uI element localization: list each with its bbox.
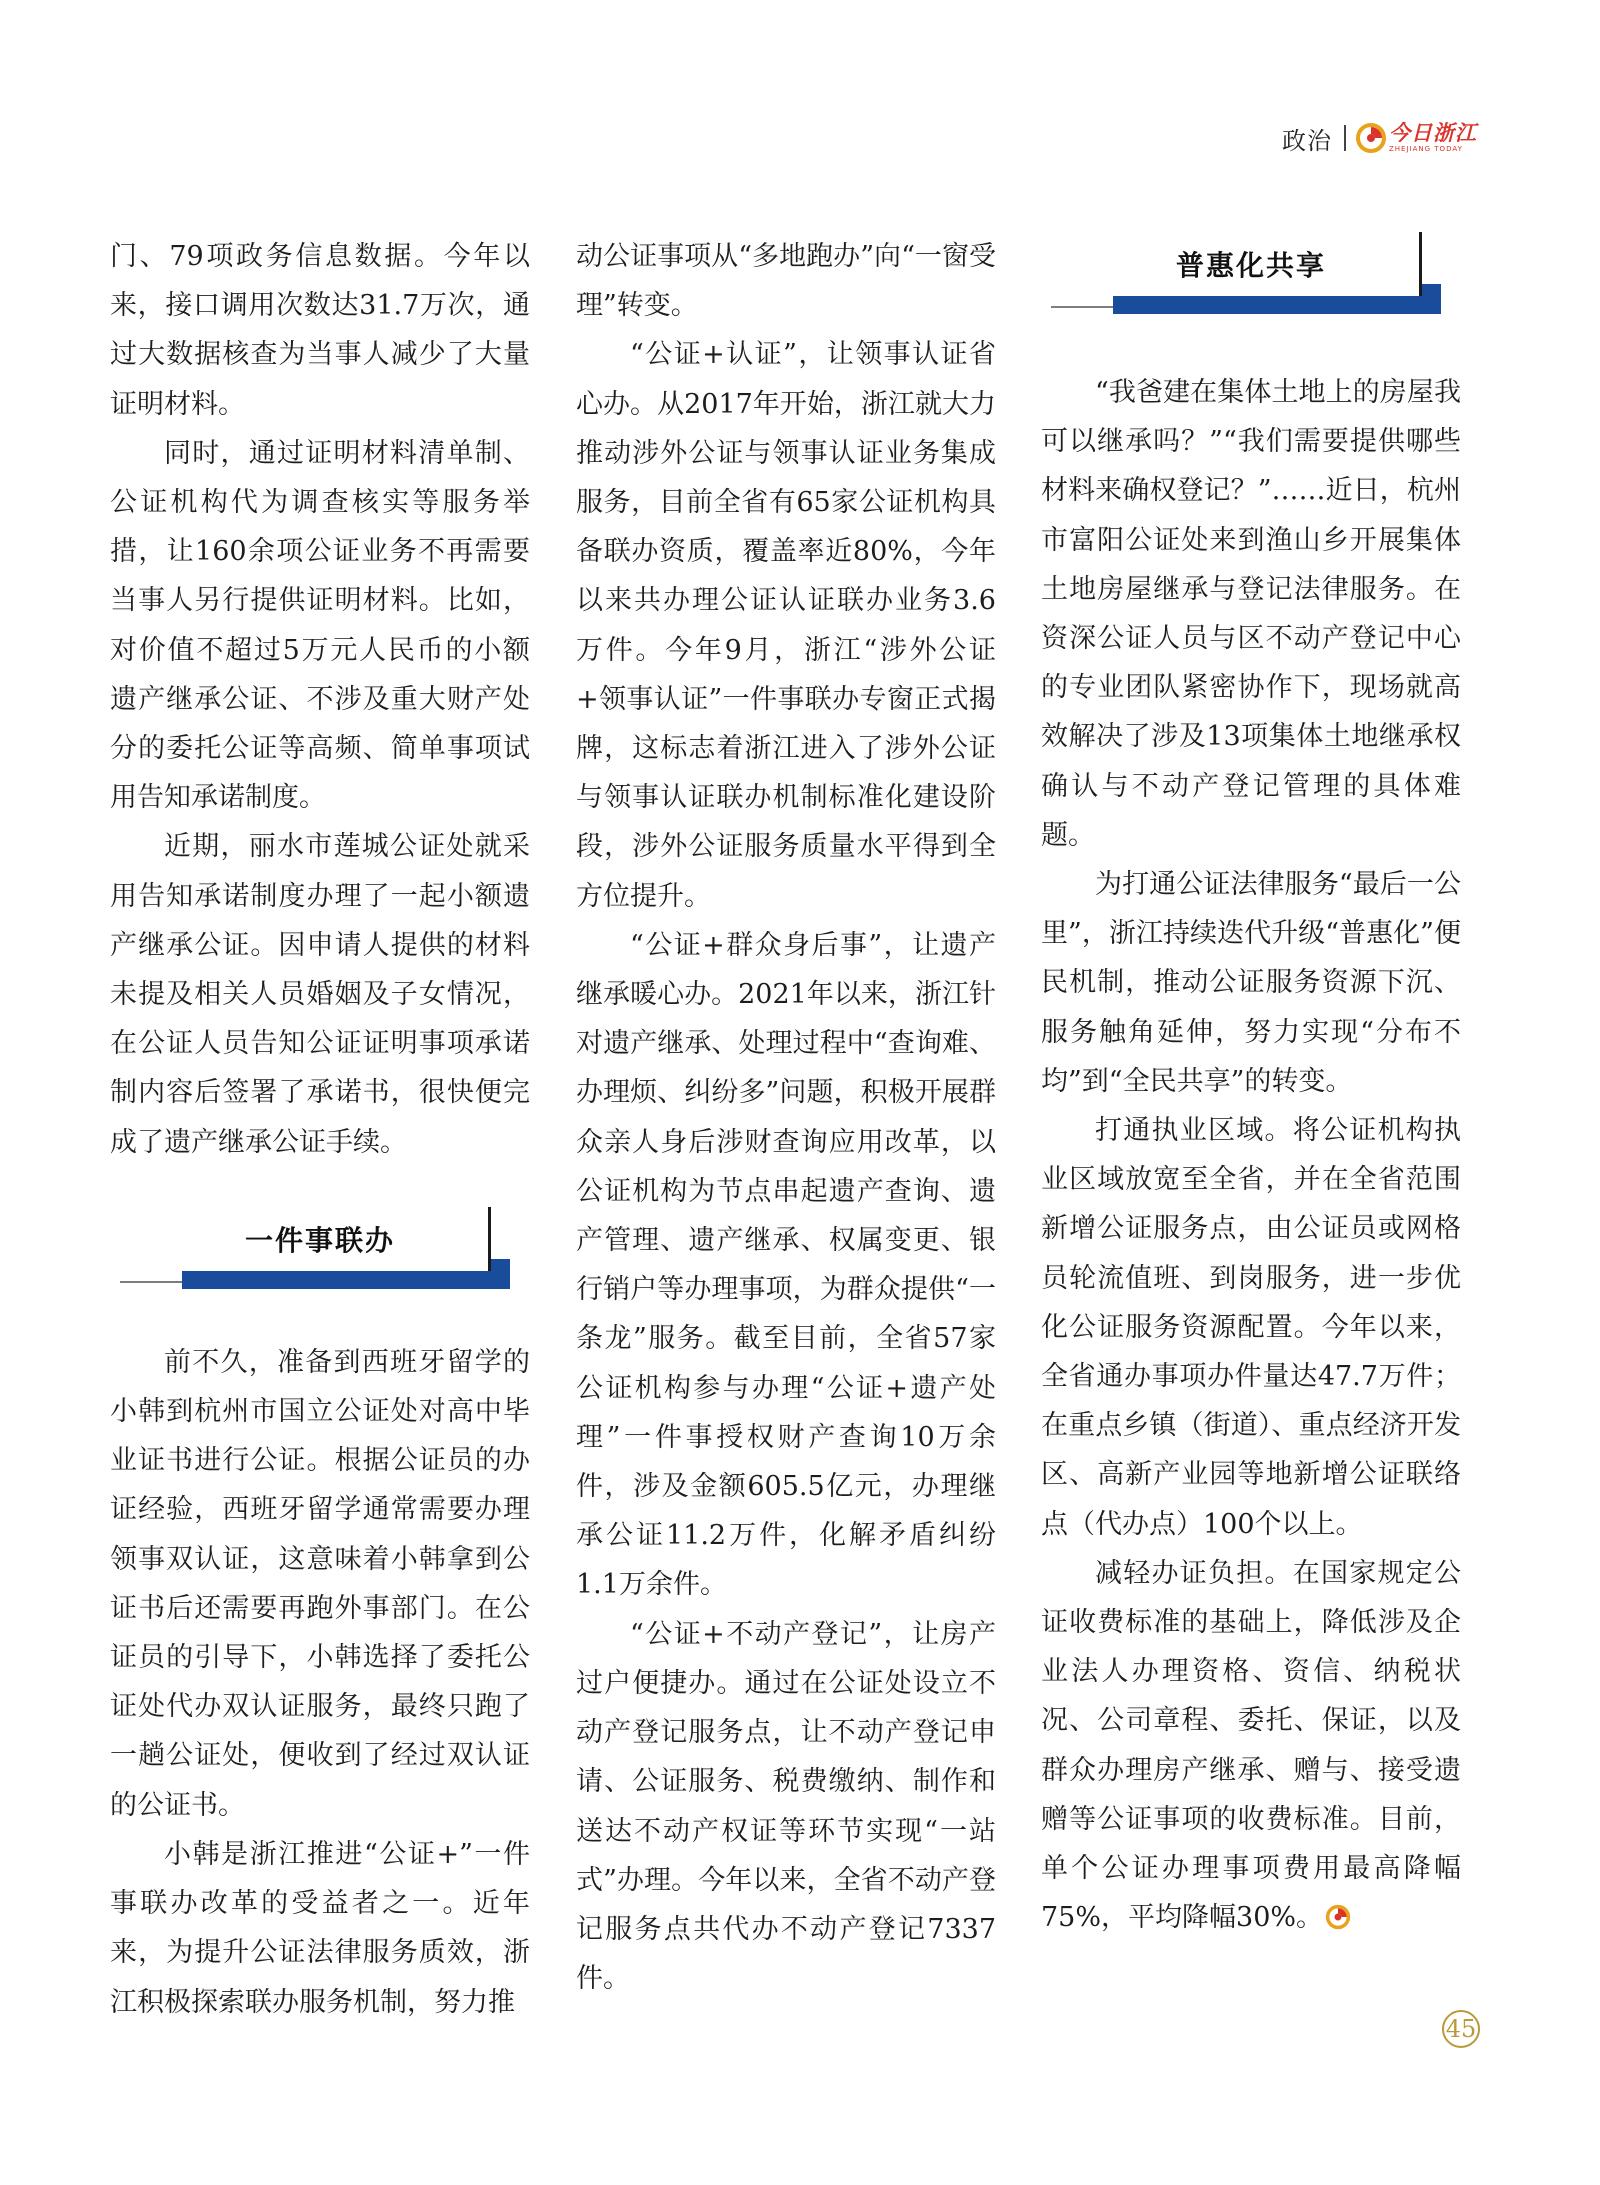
paragraph: “公证+不动产登记”，让房产过户便捷办。通过在公证处设立不动产登记服务点，让不动产登记申请、公证服务、税费缴纳、制作和送达不动产权证等环节实现“一站式”办理。今年以来，全省不动产登记服务点共代办不动产登记7337件。 [576, 1618, 996, 1995]
paragraph: 小韩是浙江推进“公证+”一件事联办改革的受益者之一。近年来，为提升公证法律服务质效，浙江积极探索联办服务机制，努力推 [110, 1838, 530, 2018]
magazine-logo [1356, 123, 1477, 153]
section-heading [1041, 232, 1461, 318]
logo-swirl-icon [1356, 123, 1386, 153]
page-number: 45 [1442, 2010, 1480, 2048]
paragraph: “公证+群众身后事”，让遗产继承暖心办。2021年以来，浙江针对遗产继承、处理过程中“查询难、办理烦、纠纷多”问题，积极开展群众亲人身后涉财查询应用改革，以公证机构为节点串起遗产查询、遗产管理、遗产继承、权属变更、银行销户等办理事项，为群众提供“一条龙”服务。截至目前，全省57家公证机构参与办理“公证+遗产处理”一件事授权财产查询10万余件，涉及金额605.5亿元，办理继承公证11.2万件，化解矛盾纠纷1.1万余件。 [576, 929, 996, 1601]
paragraph-text: 减轻办证负担。在国家规定公证收费标准的基础上，降低涉及企业法人办理资格、资信、纳税状况、公司章程、委托、保证，以及群众办理房产继承、赠与、接受遗赠等公证事项的收费标准。目前，单个公证办理事项费用最高降幅75%，平均降幅30%。 [1041, 1557, 1461, 1934]
column-3 [1041, 232, 1461, 1943]
logo-chinese-text: 今日浙江 [1389, 121, 1477, 145]
logo-english-text: ZHEJIANG TODAY [1389, 145, 1463, 153]
section-title: 普惠化共享 [1175, 249, 1326, 282]
paragraph: “我爸建在集体土地上的房屋我可以继承吗？”“我们需要提供哪些材料来确权登记？”……近日，杭州市富阳公证处来到渔山乡开展集体土地房屋继承与登记法律服务。在资深公证人员与区不动产登记中心的专业团队紧密协作下，现场就高效解决了涉及13项集体土地继承权确认与不动产登记管理的具体难题。 [1041, 377, 1461, 851]
paragraph: 动公证事项从“多地跑办”向“一窗受理”转变。 [576, 241, 996, 322]
paragraph: “公证+认证”，让领事认证省心办。从2017年开始，浙江就大力推动涉外公证与领事认证业务集成服务，目前全省有65家公证机构具备联办资质，覆盖率近80%，今年以来共办理公证认证联办业务3.6万件。今年9月，浙江“涉外公证+领事认证”一件事联办专窗正式揭牌，这标志着浙江进入了涉外公证与领事认证联办机制标准化建设阶段，涉外公证服务质量水平得到全方位提升。 [576, 339, 996, 912]
section-heading [110, 1207, 530, 1293]
header-divider [1344, 125, 1346, 151]
page-header [1282, 118, 1477, 158]
paragraph: 近期，丽水市莲城公证处就采用告知承诺制度办理了一起小额遗产继承公证。因申请人提供的材料未提及相关人员婚姻及子女情况，在公证人员告知公证证明事项承诺制内容后签署了承诺书，很快便完成了遗产继承公证手续。 [110, 831, 530, 1158]
heading-box [152, 1207, 491, 1271]
paragraph: 为打通公证法律服务“最后一公里”，浙江持续迭代升级“普惠化”便民机制，推动公证服务资源下沉、服务触角延伸，努力实现“分布不均”到“全民共享”的转变。 [1041, 869, 1461, 1097]
section-title: 一件事联办 [244, 1223, 395, 1257]
paragraph: 同时，通过证明材料清单制、公证机构代为调查核实等服务举措，让160余项公证业务不再需要当事人另行提供证明材料。比如，对价值不超过5万元人民币的小额遗产继承公证、不涉及重大财产处分的委托公证等高频、简单事项试用告知承诺制度。 [110, 437, 530, 814]
column-2 [576, 232, 996, 2003]
heading-box [1083, 232, 1422, 296]
paragraph: 前不久，准备到西班牙留学的小韩到杭州市国立公证处对高中毕业证书进行公证。根据公证员的办证经验，西班牙留学通常需要办理领事双认证，这意味着小韩拿到公证书后还需要再跑外事部门。在公证员的引导下，小韩选择了委托公证处代办双认证服务，最终只跑了一趟公证处，便收到了经过双认证的公证书。 [110, 1346, 530, 1821]
paragraph-final [1041, 1549, 1461, 1943]
article-end-icon [1325, 1904, 1351, 1930]
paragraph: 打通执业区域。将公证机构执业区域放宽至全省，并在全省范围新增公证服务点，由公证员或网格员轮流值班、到岗服务，进一步优化公证服务资源配置。今年以来，全省通办事项办件量达47.7万件；在重点乡镇（街道）、重点经济开发区、高新产业园等地新增公证联络点（代办点）100个以上。 [1041, 1115, 1461, 1540]
section-name: 政治 [1282, 126, 1332, 155]
column-1 [110, 232, 530, 2027]
paragraph: 门、79项政务信息数据。今年以来，接口调用次数达31.7万次，通过大数据核查为当事人减少了大量证明材料。 [110, 241, 530, 420]
